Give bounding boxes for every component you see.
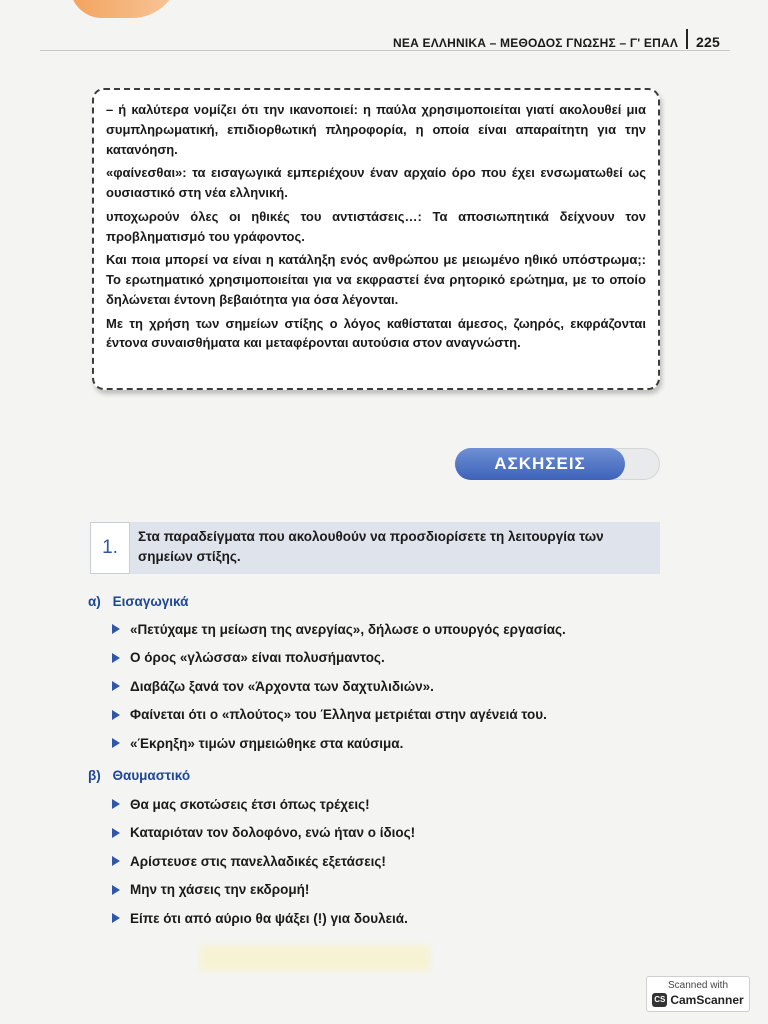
watermark-caption: Scanned with: [667, 980, 729, 991]
highlight-smudge: [200, 945, 430, 971]
bullet-triangle-icon: [112, 828, 120, 838]
list-item: [112, 819, 415, 848]
list-item: [112, 876, 415, 905]
explanation-paragraph: – ή καλύτερα νομίζει ότι την ικανοποιεί: η παύλα χρησιμοποιείται γιατί ακολουθεί μια συμπληρωματική, επιδιορθωτική πληροφορία, η οποία είναι απαραίτητη για την κατανόηση.: [106, 102, 646, 157]
exercises-heading-tab: [455, 448, 660, 480]
list-item-text: «Έκρηξη» τιμών σημειώθηκε στα καύσιμα.: [130, 735, 404, 751]
list-item-text: Θα μας σκοτώσεις έτσι όπως τρέχεις!: [130, 796, 370, 812]
section-b-title: Θαυμαστικό: [112, 768, 191, 783]
list-item-text: «Πετύχαμε τη μείωση της ανεργίας», δήλωσε ο υπουργός εργασίας.: [130, 621, 566, 637]
list-item: [112, 729, 566, 758]
list-item: [112, 790, 415, 819]
camscanner-watermark: [646, 976, 750, 1012]
exercise-1: [90, 522, 660, 574]
header-rule: [40, 50, 730, 51]
list-item-text: Φαίνεται ότι ο «πλούτος» του Έλληνα μετριέται στην αγένειά του.: [130, 707, 547, 723]
watermark-brand-name: CamScanner: [670, 993, 744, 1007]
explanation-paragraph: υποχωρούν όλες οι ηθικές του αντιστάσεις…: Τα αποσιωπητικά δείχνουν τον προβληματισμό του γράφοντος.: [106, 208, 646, 244]
list-item-text: Καταριόταν τον δολοφόνο, ενώ ήταν ο ίδιος!: [130, 825, 416, 841]
page-number: 225: [696, 34, 720, 50]
section-a-letter: α): [88, 594, 101, 609]
watermark-brand: [647, 993, 749, 1007]
running-head: [360, 18, 720, 50]
running-head-separator: [686, 29, 688, 49]
list-item-text: Αρίστευσε στις πανελλαδικές εξετάσεις!: [130, 853, 386, 869]
list-item-text: Διαβάζω ξανά τον «Άρχοντα των δαχτυλιδιών».: [130, 678, 434, 694]
bullet-triangle-icon: [112, 856, 120, 866]
bullet-triangle-icon: [112, 885, 120, 895]
explanation-paragraph: Και ποια μπορεί να είναι η κατάληξη ενός ανθρώπου με μειωμένο ηθικό υπόστρωμα;: Το ερωτηματικό χρησιμοποιείται για να εκφραστεί ένα ρητορικό ερώτημα, με το οποίο δηλώνεται έντονη βεβαιότητα για όσα λέγονται.: [106, 252, 646, 307]
list-item-text: Είπε ότι από αύριο θα ψάξει (!) για δουλειά.: [130, 910, 408, 926]
list-item: [112, 701, 566, 730]
bullet-triangle-icon: [112, 913, 120, 923]
list-item-text: Ο όρος «γλώσσα» είναι πολυσήμαντος.: [130, 650, 385, 666]
exercise-instruction: Στα παραδείγματα που ακολουθούν να προσδιορίσετε τη λειτουργία των σημείων στίξης.: [130, 522, 660, 574]
section-a-list: [112, 615, 566, 758]
section-a-title: Εισαγωγικά: [112, 594, 189, 609]
camscanner-logo-icon: CS: [652, 993, 667, 1007]
bullet-triangle-icon: [112, 624, 120, 634]
explanation-paragraph: Με τη χρήση των σημείων στίξης ο λόγος καθίσταται άμεσος, ζωηρός, εκφράζονται έντονα συναισθήματα και μεταφέρονται αυτούσια στον αναγνώστη.: [106, 315, 646, 351]
section-a-heading: [88, 594, 188, 609]
decorative-corner-shape: [70, 0, 180, 18]
list-item: [112, 904, 415, 933]
bullet-triangle-icon: [112, 799, 120, 809]
exercises-label: ΑΣΚΗΣΕΙΣ: [455, 448, 625, 480]
section-b-list: [112, 790, 415, 933]
explanation-box: [92, 88, 660, 390]
list-item: [112, 847, 415, 876]
list-item: [112, 672, 566, 701]
list-item: [112, 644, 566, 673]
bullet-triangle-icon: [112, 653, 120, 663]
exercise-number: 1.: [90, 522, 130, 574]
running-head-title: ΝΕΑ ΕΛΛΗΝΙΚΑ – ΜΕΘΟΔΟΣ ΓΝΩΣΗΣ – Γ' ΕΠΑΛ: [393, 36, 679, 50]
explanation-paragraph: «φαίνεσθαι»: τα εισαγωγικά εμπεριέχουν έναν αρχαίο όρο που έχει ενσωματωθεί ως ουσιαστικό στη νέα ελληνική.: [106, 165, 646, 200]
list-item-text: Μην τη χάσεις την εκδρομή!: [130, 882, 310, 898]
section-b-letter: β): [88, 768, 101, 783]
list-item: [112, 615, 566, 644]
section-b-heading: [88, 768, 190, 783]
bullet-triangle-icon: [112, 710, 120, 720]
bullet-triangle-icon: [112, 738, 120, 748]
bullet-triangle-icon: [112, 681, 120, 691]
